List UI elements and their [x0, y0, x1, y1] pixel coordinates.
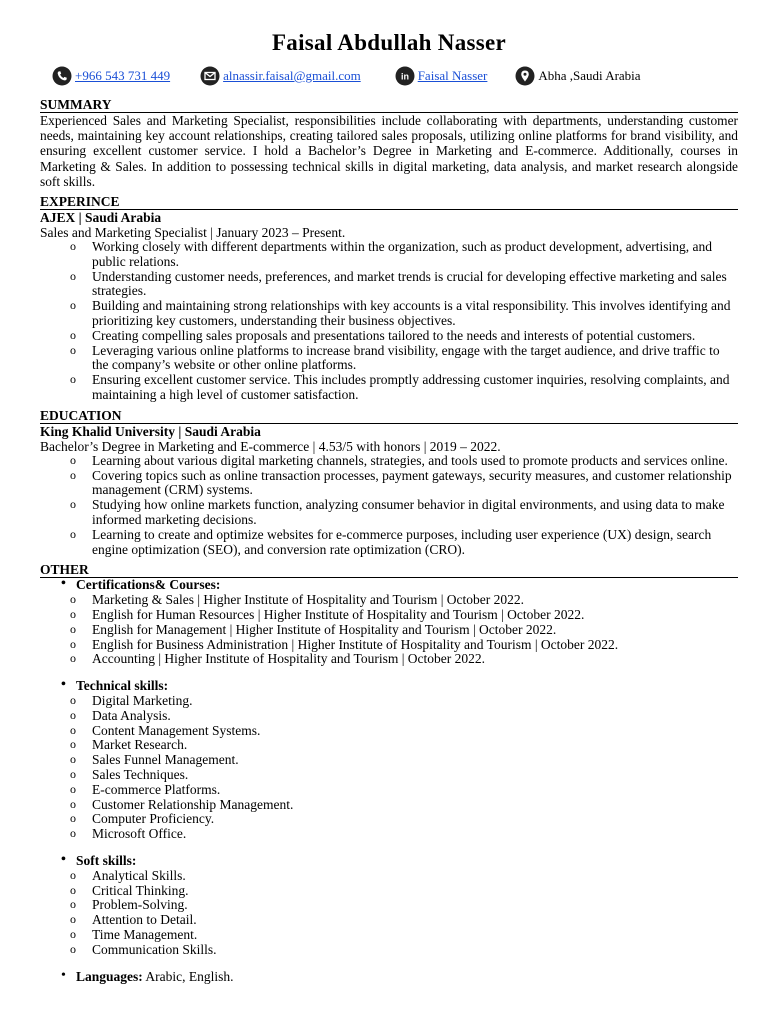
list-item: o Learning to create and optimize websites for e-commerce purposes, including user experience (UX) design, search engine optimization (SEO), and conversion rate optimization (CRO).	[92, 528, 738, 558]
linkedin-item	[395, 66, 488, 86]
technical-skills-list	[76, 694, 738, 842]
list-item: o Building and maintaining strong relationships with key accounts is a vital responsibility. This involves identifying and prioritizing key customers, understanding their business objectives.	[92, 299, 738, 329]
list-item: o Computer Proficiency.	[92, 812, 738, 827]
list-item: o Ensuring excellent customer service. This includes promptly addressing customer inquiries, resolving complaints, and maintaining a high level of customer satisfaction.	[92, 373, 738, 403]
list-item: o Understanding customer needs, preferences, and market trends is crucial for developing effective marketing and sales strategies.	[92, 270, 738, 300]
phone-item	[52, 66, 170, 86]
list-item: o Market Research.	[92, 738, 738, 753]
soft-skills-label: • Soft skills:	[76, 854, 738, 869]
email-icon	[200, 66, 220, 86]
list-item: o Sales Techniques.	[92, 768, 738, 783]
experience-bullets	[40, 240, 738, 403]
list-item: o Accounting | Higher Institute of Hospitality and Tourism | October 2022.	[92, 652, 738, 667]
languages-value: Arabic, English.	[145, 969, 234, 985]
list-item: o Critical Thinking.	[92, 884, 738, 899]
list-item: o Communication Skills.	[92, 943, 738, 958]
linkedin-link[interactable]: Faisal Nasser	[417, 68, 488, 83]
experience-role: Sales and Marketing Specialist | January 2023 – Present.	[40, 225, 346, 241]
certifications-group	[76, 578, 738, 679]
list-item: o Covering topics such as online transaction processes, payment gateways, security measures, and customer relationship management (CRM) systems.	[92, 469, 738, 499]
other-list	[40, 578, 738, 985]
list-item: o Marketing & Sales | Higher Institute of Hospitality and Tourism | October 2022.	[92, 593, 738, 608]
technical-skills-label: • Technical skills:	[76, 679, 738, 694]
languages-line	[76, 969, 738, 985]
education-school: King Khalid University | Saudi Arabia	[40, 423, 261, 439]
list-item: o Problem-Solving.	[92, 898, 738, 913]
soft-skills-list	[76, 869, 738, 958]
technical-skills-group	[76, 679, 738, 854]
email-link[interactable]: alnassir.faisal@gmail.com	[223, 68, 361, 83]
phone-link[interactable]: +966 543 731 449	[75, 68, 171, 83]
svg-text:in: in	[400, 71, 409, 82]
linkedin-icon	[395, 66, 415, 86]
certifications-list	[76, 593, 738, 667]
other-heading: OTHER	[40, 563, 738, 578]
list-item: o Attention to Detail.	[92, 913, 738, 928]
experience-heading: EXPERINCE	[40, 195, 738, 210]
list-item: o Data Analysis.	[92, 709, 738, 724]
list-item: o E-commerce Platforms.	[92, 783, 738, 798]
soft-skills-group	[76, 854, 738, 970]
summary-text: Experienced Sales and Marketing Specialist, responsibilities include collaborating with departments, understanding customer needs, maintaining key account relationships, creating tailored sales proposals, utilizing online platforms for brand visibility, and ensuring excellent customer service. I hold a Bachelor’s Degree in Marketing and E-commerce. Additionally, courses in Marketing & Sales. In addition to possessing technical skills in digital marketing, data analysis, and market research alongside soft skills.	[40, 113, 738, 189]
list-item: o English for Human Resources | Higher Institute of Hospitality and Tourism | October 2022.	[92, 608, 738, 623]
email-item	[200, 66, 361, 86]
resume-page	[40, 30, 738, 985]
resume-name: Faisal Abdullah Nasser	[271, 30, 507, 55]
education-heading: EDUCATION	[40, 409, 738, 424]
list-item: o Time Management.	[92, 928, 738, 943]
list-item: o Sales Funnel Management.	[92, 753, 738, 768]
contact-bar	[52, 66, 738, 86]
list-item: o Studying how online markets function, analyzing consumer behavior in digital environments, and using data to make informed marketing decisions.	[92, 498, 738, 528]
list-item: o English for Business Administration | Higher Institute of Hospitality and Tourism | October 2022.	[92, 638, 738, 653]
list-item: o Customer Relationship Management.	[92, 798, 738, 813]
location-item	[515, 66, 640, 86]
summary-heading: SUMMARY	[40, 98, 738, 113]
list-item: o Working closely with different departments within the organization, such as product development, advertising, and public relations.	[92, 240, 738, 270]
list-item: o Leveraging various online platforms to increase brand visibility, engage with the target audience, and drive traffic to the company’s website or other online platforms.	[92, 344, 738, 374]
list-item: o Analytical Skills.	[92, 869, 738, 884]
list-item: o Content Management Systems.	[92, 724, 738, 739]
experience-company: AJEX | Saudi Arabia	[40, 210, 162, 226]
location-text: Abha ,Saudi Arabia	[538, 68, 641, 83]
phone-icon	[52, 66, 72, 86]
education-degree: Bachelor’s Degree in Marketing and E-commerce | 4.53/5 with honors | 2019 – 2022.	[40, 438, 501, 454]
list-item: o Microsoft Office.	[92, 827, 738, 842]
list-item: o Digital Marketing.	[92, 694, 738, 709]
location-pin-icon	[515, 66, 535, 86]
certifications-label: • Certifications& Courses:	[76, 578, 738, 593]
languages-group	[76, 969, 738, 985]
list-item: o Creating compelling sales proposals and presentations tailored to the needs and interests of potential customers.	[92, 329, 738, 344]
languages-label: Languages:	[76, 969, 143, 985]
education-bullets	[40, 454, 738, 558]
list-item: o Learning about various digital marketing channels, strategies, and tools used to promote products and services online.	[92, 454, 738, 469]
list-item: o English for Management | Higher Institute of Hospitality and Tourism | October 2022.	[92, 623, 738, 638]
